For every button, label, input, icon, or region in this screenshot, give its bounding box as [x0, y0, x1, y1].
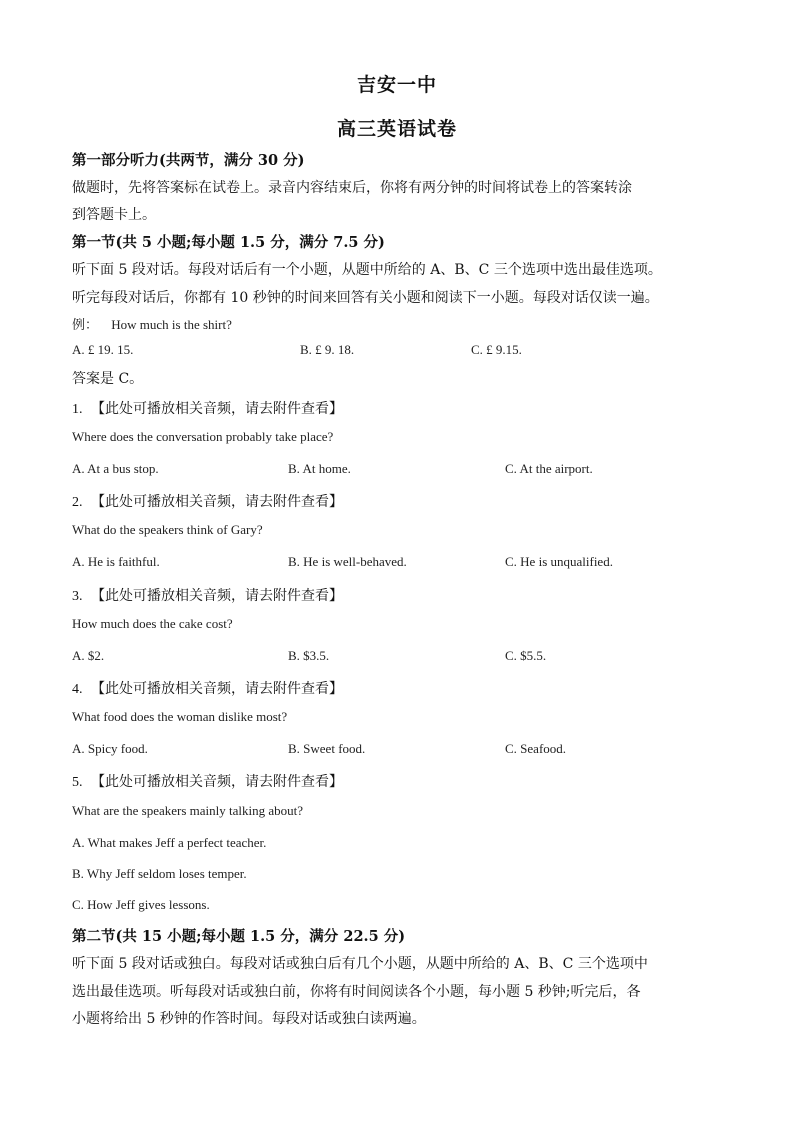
section2-instructions-line3: 小题将给出 5 秒钟的作答时间。每段对话或独白读两遍。 [72, 1011, 426, 1027]
question-5-text: What are the speakers mainly talking about? [72, 803, 304, 818]
section2-instructions-line2: 选出最佳选项。听每段对话或独白前，你将有时间阅读各个小题，每小题 5 秒钟;听完后，各 [72, 984, 641, 1000]
question-4-option-c: C. Seafood. [505, 741, 567, 756]
example-question-text: How much is the shirt? [111, 317, 232, 332]
question-3-text: How much does the cake cost? [72, 616, 233, 631]
question-5-header [72, 771, 732, 791]
section1-heading: 第一节(共 5 小题;每小题 1.5 分，满分 7.5 分) [72, 234, 385, 251]
question-4-option-b: B. Sweet food. [288, 741, 366, 756]
school-name: 吉安一中 [356, 74, 437, 96]
question-2-option-a: A. He is faithful. [72, 554, 160, 569]
section1-instructions-line2: 听完每段对话后，你都有 10 秒钟的时间来回答有关小题和阅读下一小题。每段对话仅读一遍。 [72, 290, 659, 306]
question-5-option-c: C. How Jeff gives lessons. [72, 897, 210, 912]
part1-instructions-line1: 做题时，先将答案标在试卷上。录音内容结束后，你将有两分钟的时间将试卷上的答案转涂 [72, 180, 632, 196]
exam-title: 高三英语试卷 [336, 118, 457, 140]
question-3-header [72, 585, 732, 605]
example-option-a: A. £ 19. 15. [72, 342, 134, 357]
section1-instructions-line1: 听下面 5 段对话。每段对话后有一个小题，从题中所给的 A、B、C 三个选项中选出最佳选项。 [72, 262, 662, 278]
section2-heading: 第二节(共 15 小题;每小题 1.5 分，满分 22.5 分) [72, 928, 406, 945]
audio-note: 【此处可播放相关音频，请去附件查看】 [90, 588, 343, 604]
audio-note: 【此处可播放相关音频，请去附件查看】 [90, 494, 343, 510]
audio-note: 【此处可播放相关音频，请去附件查看】 [90, 401, 343, 417]
question-1-option-c: C. At the airport. [505, 461, 593, 476]
question-1-option-a: A. At a bus stop. [72, 461, 159, 476]
question-number: 2. [72, 495, 83, 510]
part1-heading: 第一部分听力(共两节，满分 30 分) [72, 152, 305, 169]
audio-note: 【此处可播放相关音频，请去附件查看】 [90, 681, 343, 697]
question-4-option-a: A. Spicy food. [72, 741, 148, 756]
question-4-text: What food does the woman dislike most? [72, 709, 288, 724]
question-5-option-b: B. Why Jeff seldom loses temper. [72, 866, 247, 881]
question-number: 3. [72, 589, 83, 604]
part1-instructions-line2: 到答题卡上。 [72, 207, 156, 223]
question-2-option-b: B. He is well-behaved. [288, 554, 407, 569]
question-1-header [72, 398, 732, 418]
question-2-header [72, 491, 732, 511]
question-number: 1. [72, 402, 83, 417]
question-number: 5. [72, 775, 83, 790]
example-prefix: 例： [72, 317, 99, 332]
question-1-option-b: B. At home. [288, 461, 351, 476]
question-2-text: What do the speakers think of Gary? [72, 522, 263, 537]
question-number: 4. [72, 682, 83, 697]
question-4-header [72, 678, 732, 698]
question-3-option-a: A. $2. [72, 648, 105, 663]
audio-note: 【此处可播放相关音频，请去附件查看】 [90, 774, 343, 790]
example-question [72, 314, 732, 333]
question-3-option-c: C. $5.5. [505, 648, 547, 663]
example-option-c: C. £ 9.15. [471, 342, 522, 357]
question-3-option-b: B. $3.5. [288, 648, 330, 663]
question-1-text: Where does the conversation probably take place? [72, 429, 334, 444]
question-5-option-a: A. What makes Jeff a perfect teacher. [72, 835, 267, 850]
example-answer: 答案是 C。 [72, 371, 144, 387]
section2-instructions-line1: 听下面 5 段对话或独白。每段对话或独白后有几个小题，从题中所给的 A、B、C 三个选项中 [72, 956, 648, 972]
question-2-option-c: C. He is unqualified. [505, 554, 613, 569]
example-option-b: B. £ 9. 18. [300, 342, 355, 357]
